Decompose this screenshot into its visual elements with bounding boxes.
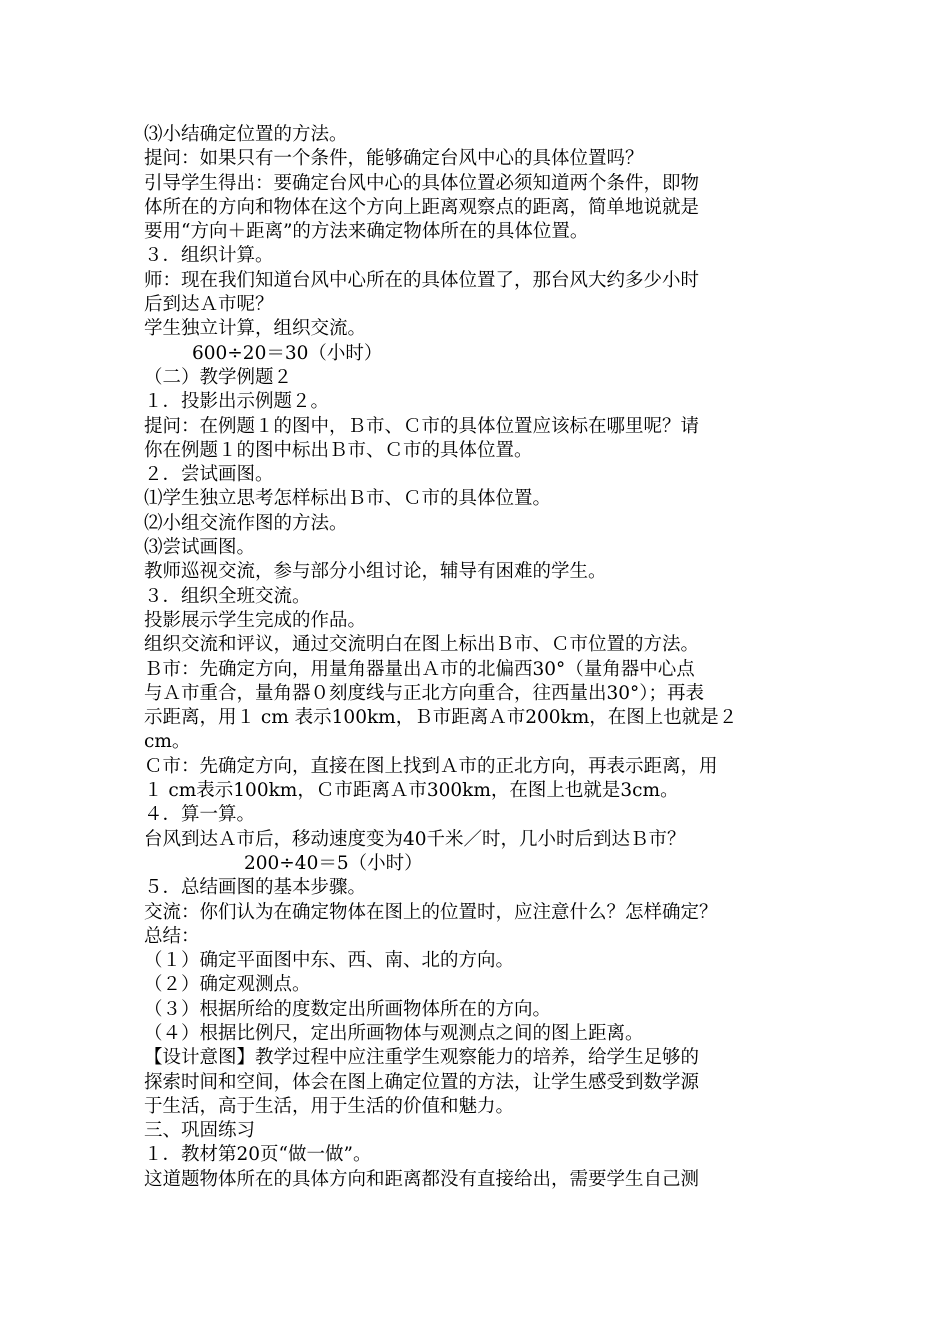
text-line: ⑶尝试画图。 — [144, 537, 256, 559]
text-line: ⑵小组交流作图的方法。 — [144, 512, 348, 534]
section-heading: ５．总结画图的基本步骤。 — [144, 877, 367, 899]
text-line: 你在例题１的图中标出Ｂ市、Ｃ市的具体位置。 — [144, 439, 533, 461]
list-item: （３）根据所给的度数定出所画物体所在的方向。 — [144, 998, 552, 1020]
text-line: 教师巡视交流，参与部分小组讨论，辅导有困难的学生。 — [144, 561, 607, 583]
text-line: 探索时间和空间，体会在图上确定位置的方法，让学生感受到数学源 — [144, 1071, 700, 1093]
text-line: 学生独立计算，组织交流。 — [144, 318, 367, 340]
section-heading: ４．算一算。 — [144, 804, 256, 826]
text-line: 【设计意图】教学过程中应注重学生观察能力的培养，给学生足够的 — [144, 1047, 700, 1069]
text-line: １ cm表示100km，Ｃ市距离Ａ市300km，在图上也就是3cm。 — [144, 780, 679, 802]
text-line: 与Ａ市重合，量角器０刻度线与正北方向重合，往西量出30°）；再表 — [144, 682, 705, 704]
text-line: 台风到达Ａ市后，移动速度变为40千米／时，几小时后到达Ｂ市？ — [144, 828, 686, 850]
equation: 600÷20＝30（小时） — [192, 342, 383, 364]
section-heading: １．教材第20页“做一做”。 — [144, 1144, 372, 1166]
text-line: cm。 — [144, 731, 191, 753]
text-line: 交流：你们认为在确定物体在图上的位置时，应注意什么？怎样确定？ — [144, 901, 718, 923]
text-line: 师：现在我们知道台风中心所在的具体位置了，那台风大约多少小时 — [144, 269, 700, 291]
list-item: （１）确定平面图中东、西、南、北的方向。 — [144, 950, 515, 972]
section-heading: 三、巩固练习 — [144, 1120, 256, 1142]
text-line: 总结： — [144, 925, 200, 947]
text-line: 后到达Ａ市呢？ — [144, 294, 274, 316]
text-line: 提问：在例题１的图中，Ｂ市、Ｃ市的具体位置应该标在哪里呢？请 — [144, 415, 700, 437]
text-line: ⑴学生独立思考怎样标出Ｂ市、Ｃ市的具体位置。 — [144, 488, 552, 510]
section-heading: （二）教学例题２ — [144, 366, 293, 388]
text-line: 体所在的方向和物体在这个方向上距离观察点的距离，简单地说就是 — [144, 196, 700, 218]
text-line: Ｃ市：先确定方向，直接在图上找到Ａ市的正北方向，再表示距离，用 — [144, 755, 718, 777]
section-heading: ３．组织计算。 — [144, 245, 274, 267]
text-line: 这道题物体所在的具体方向和距离都没有直接给出，需要学生自己测 — [144, 1168, 700, 1190]
text-line: 要用“方向＋距离”的方法来确定物体所在的具体位置。 — [144, 221, 589, 243]
text-line: 提问：如果只有一个条件，能够确定台风中心的具体位置吗？ — [144, 148, 644, 170]
text-line: Ｂ市：先确定方向，用量角器量出Ａ市的北偏西30°（量角器中心点 — [144, 658, 695, 680]
text-line: 示距离，用１ cm 表示100km，Ｂ市距离Ａ市200km，在图上也就是２ — [144, 707, 738, 729]
section-heading: ２．尝试画图。 — [144, 464, 274, 486]
document-body — [144, 123, 834, 1192]
text-line: 引导学生得出：要确定台风中心的具体位置必须知道两个条件，即物 — [144, 172, 700, 194]
list-item: （４）根据比例尺，定出所画物体与观测点之间的图上距离。 — [144, 1022, 644, 1044]
equation: 200÷40＝5（小时） — [244, 852, 423, 874]
text-line: ⑶小结确定位置的方法。 — [144, 124, 348, 145]
text-line: 组织交流和评议，通过交流明白在图上标出Ｂ市、Ｃ市位置的方法。 — [144, 634, 700, 656]
list-item: （２）确定观测点。 — [144, 974, 311, 996]
text-line: 投影展示学生完成的作品。 — [144, 609, 367, 631]
section-heading: １．投影出示例题２。 — [144, 391, 330, 413]
text-line: 于生活，高于生活，用于生活的价值和魅力。 — [144, 1095, 515, 1117]
section-heading: ３．组织全班交流。 — [144, 585, 311, 607]
